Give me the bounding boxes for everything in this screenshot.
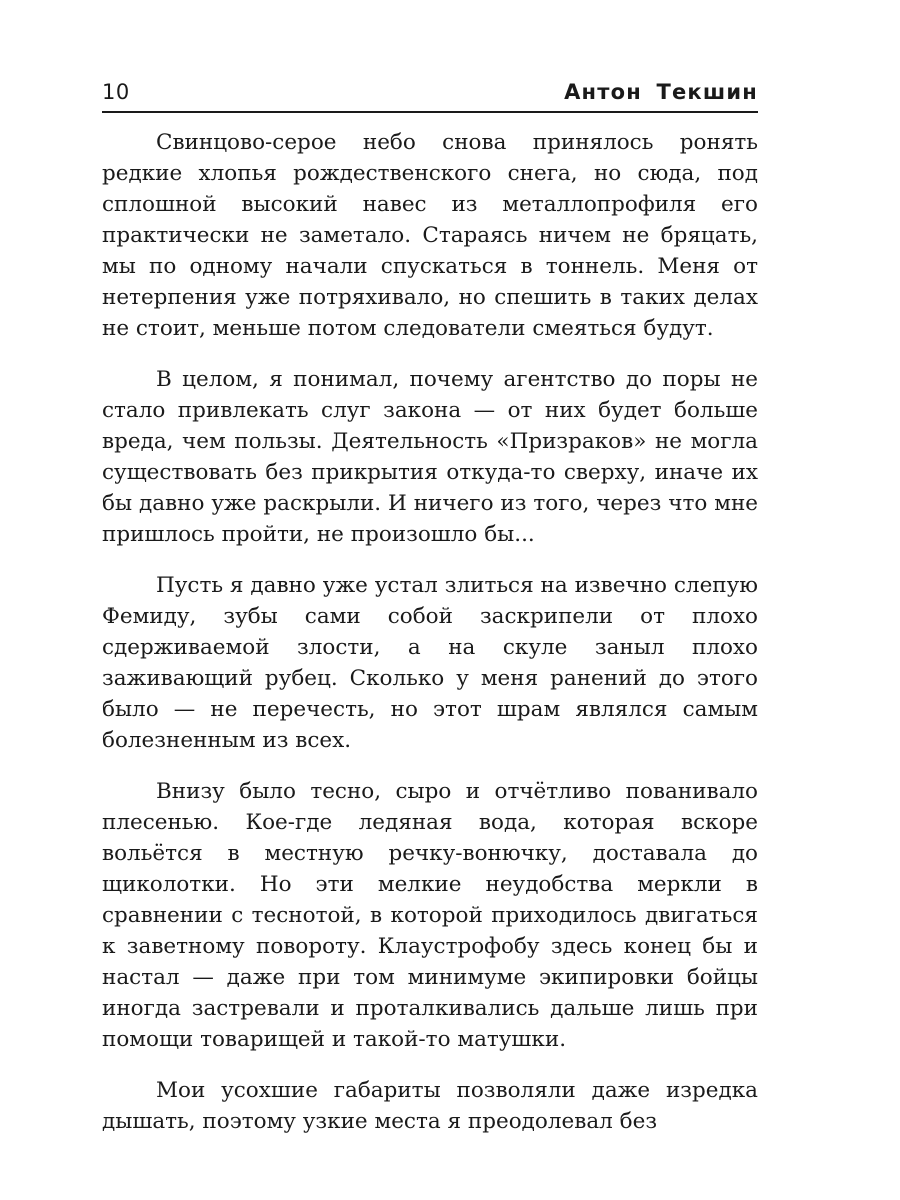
header-rule [102, 111, 758, 113]
body-text [102, 127, 758, 1157]
paragraph-1: Свинцово-серое небо снова принялось ронять редкие хлопья рождественского снега, но сюда, под сплошной высокий навес из металлопрофиля его практически не заметало. Стараясь ничем не бряцать, мы по одному начали спускаться в тоннель. Меня от нетерпения уже потряхивало, но спешить в таких делах не стоит, меньше потом следователи смеяться будут. [102, 130, 758, 341]
running-head [102, 78, 758, 110]
paragraph-3: Пусть я давно уже устал злиться на извечно слепую Фемиду, зубы сами собой заскрипели от плохо сдерживаемой злости, а на скуле заныл плохо заживающий рубец. Сколько у меня ранений до этого было — не перечесть, но этот шрам являлся самым болезненным из всех. [102, 573, 758, 753]
paragraph-5: Мои усохшие габариты позволяли даже изредка дышать, поэтому узкие места я преодолевал без [102, 1078, 758, 1134]
paragraph-2: В целом, я понимал, почему агентство до поры не стало привлекать слуг закона — от них будет больше вреда, чем пользы. Деятельность «Призраков» не могла существовать без прикрытия откуда-то сверху, иначе их бы давно уже раскрыли. И ничего из того, через что мне пришлось пройти, не произошло бы... [102, 367, 758, 547]
page-number: 10 [102, 80, 130, 104]
paragraph-4: Внизу было тесно, сыро и отчётливо пованивало плесенью. Кое-где ледяная вода, которая вскоре вольётся в местную речку-вонючку, доставала до щиколотки. Но эти мелкие неудобства меркли в сравнении с теснотой, в которой приходилось двигаться к заветному повороту. Клаустрофобу здесь конец бы и настал — даже при том минимуме экипировки бойцы иногда застревали и проталкивались дальше лишь при помощи товарищей и такой-то матушки. [102, 779, 758, 1052]
author-name: Антон Текшин [564, 80, 758, 104]
book-page [102, 78, 758, 1134]
